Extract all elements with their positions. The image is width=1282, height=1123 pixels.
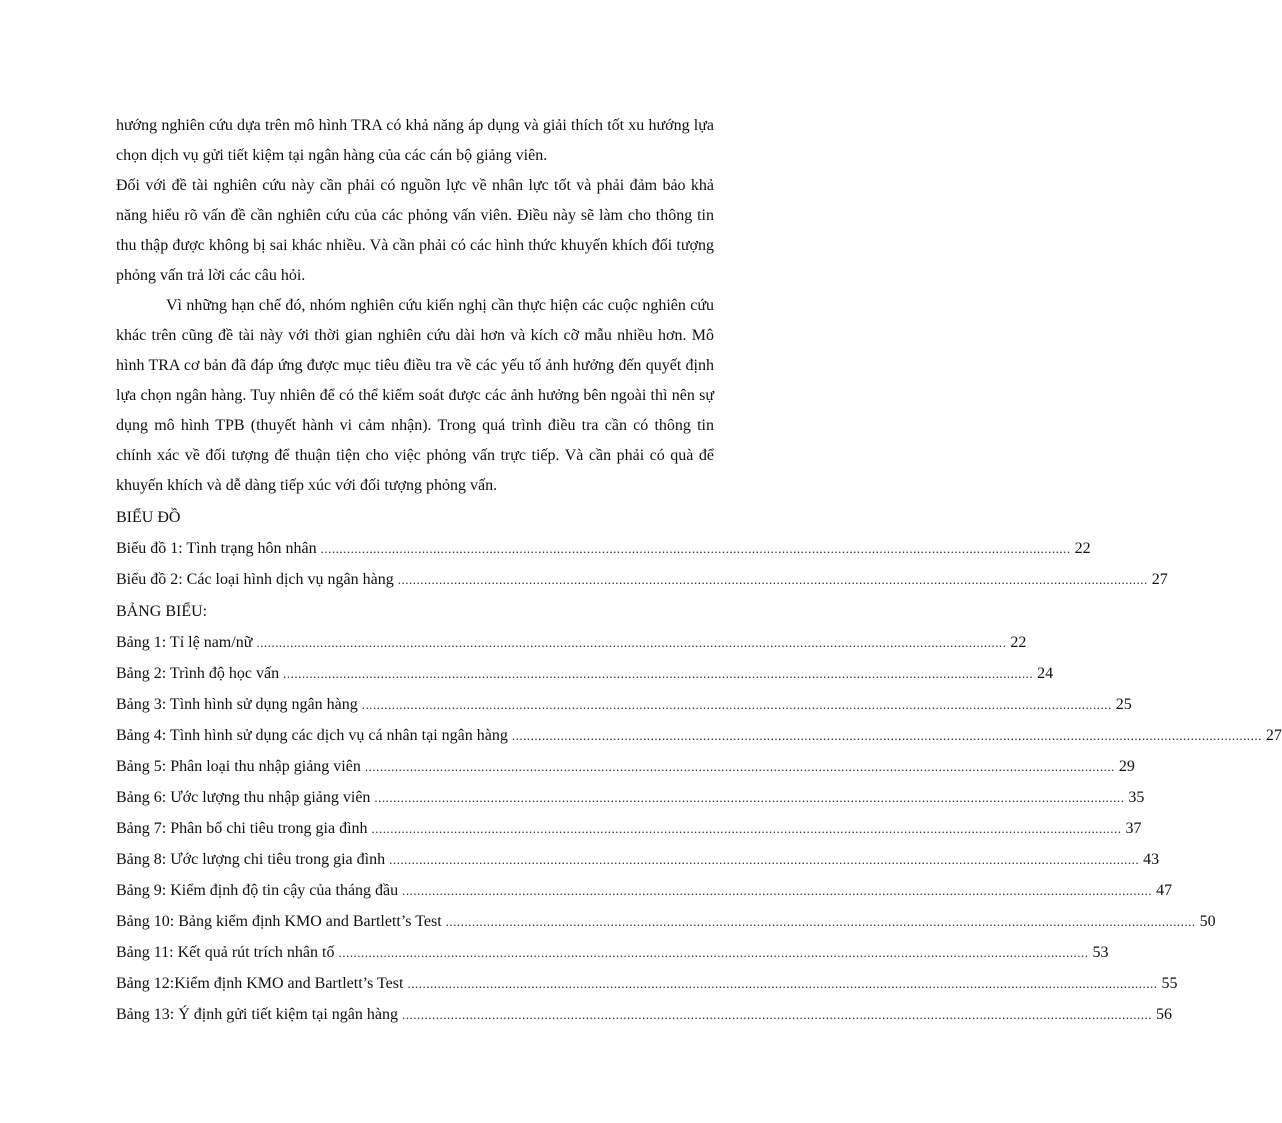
toc-entry-page: 37 bbox=[1125, 820, 1142, 837]
toc-entry-label: Biểu đồ 2: Các loại hình dịch vụ ngân hàng bbox=[116, 571, 394, 588]
toc-entry-page: 24 bbox=[1037, 665, 1054, 682]
toc-entry-label: Bảng 5: Phân loại thu nhập giảng viên bbox=[116, 758, 361, 775]
leader-dots: ........................................................................................................................................................................................................ bbox=[407, 976, 1158, 991]
leader-dots: ........................................................................................................................................................................................................ bbox=[445, 914, 1196, 929]
toc-entry-page: 29 bbox=[1118, 758, 1135, 775]
toc-entry-label: Bảng 2: Trình độ học vấn bbox=[116, 665, 280, 682]
toc-entry[interactable] bbox=[116, 720, 1282, 751]
leader-dots: ........................................................................................................................................................................................................ bbox=[338, 945, 1089, 960]
leader-dots: ........................................................................................................................................................................................................ bbox=[361, 697, 1112, 712]
toc-entry-label: Bảng 9: Kiểm định độ tin cậy của tháng đầu bbox=[116, 882, 399, 899]
leader-dots: ........................................................................................................................................................................................................ bbox=[402, 883, 1153, 898]
toc-entry-page: 53 bbox=[1092, 944, 1109, 961]
toc-entry[interactable] bbox=[116, 875, 1173, 906]
toc-entry-page: 35 bbox=[1128, 789, 1145, 806]
toc-entry[interactable] bbox=[116, 627, 1027, 658]
toc-entry[interactable] bbox=[116, 564, 1168, 595]
toc-entry-page: 27 bbox=[1151, 571, 1168, 588]
toc-entry[interactable] bbox=[116, 999, 1172, 1030]
leader-dots: ........................................................................................................................................................................................................ bbox=[256, 635, 1007, 650]
toc-entry-page: 22 bbox=[1074, 540, 1091, 557]
toc-entry-page: 47 bbox=[1156, 882, 1173, 899]
leader-dots: ........................................................................................................................................................................................................ bbox=[389, 852, 1140, 867]
toc-entry[interactable] bbox=[116, 751, 1135, 782]
toc-entry-label: Biểu đồ 1: Tình trạng hôn nhân bbox=[116, 540, 317, 557]
leader-dots: ........................................................................................................................................................................................................ bbox=[364, 759, 1115, 774]
toc-entry-label: Bảng 7: Phân bổ chi tiêu trong gia đình bbox=[116, 820, 368, 837]
toc-entry-label: Bảng 4: Tình hình sử dụng các dịch vụ cá nhân tại ngân hàng bbox=[116, 727, 508, 744]
toc-entry[interactable] bbox=[116, 658, 1054, 689]
leader-dots: ........................................................................................................................................................................................................ bbox=[371, 821, 1122, 836]
toc-entry[interactable] bbox=[116, 782, 1145, 813]
leader-dots: ........................................................................................................................................................................................................ bbox=[320, 541, 1071, 556]
paragraph-resources: Đối với đề tài nghiên cứu này cần phải có nguồn lực về nhân lực tốt và phải đảm bảo khả năng hiểu rõ vấn đề cần nghiên cứu của các phỏng vấn viên. Điều này sẽ làm cho thông tin thu thập được không bị sai khác nhiều. Và cần phải có các hình thức khuyến khích đối tượng phỏng vấn trả lời các câu hỏi. bbox=[116, 177, 714, 284]
toc-entry-label: Bảng 11: Kết quả rút trích nhân tố bbox=[116, 944, 335, 961]
leader-dots: ........................................................................................................................................................................................................ bbox=[511, 728, 1262, 743]
leader-dots: ........................................................................................................................................................................................................ bbox=[374, 790, 1125, 805]
toc-entry[interactable] bbox=[116, 844, 1160, 875]
toc-entry[interactable] bbox=[116, 813, 1142, 844]
toc-entry[interactable] bbox=[116, 906, 1216, 937]
charts-heading: BIỂU ĐỒ bbox=[116, 509, 181, 526]
paragraph-limitations: Vì những hạn chế đó, nhóm nghiên cứu kiến nghị cần thực hiện các cuộc nghiên cứu khác trên cũng đề tài này với thời gian nghiên cứu dài hơn và kích cỡ mẫu nhiều hơn. Mô hình TRA cơ bản đã đáp ứng được mục tiêu điều tra về các yếu tố ảnh hưởng đến quyết định lựa chọn ngân hàng. Tuy nhiên để có thể kiểm soát được các ảnh hưởng bên ngoài thì nên sự dụng mô hình TPB (thuyết hành vi cảm nhận). Trong quá trình điều tra cần có thông tin chính xác về đối tượng để thuận tiện cho việc phỏng vấn trực tiếp. Và cần phải có quà để khuyến khích và dễ dàng tiếp xúc với đối tượng phỏng vấn. bbox=[116, 297, 714, 494]
document-page bbox=[116, 111, 1282, 1030]
toc-entry[interactable] bbox=[116, 533, 1091, 564]
toc-entry-label: Bảng 12:Kiểm định KMO and Bartlett’s Test bbox=[116, 975, 404, 992]
toc-entry-page: 43 bbox=[1143, 851, 1160, 868]
paragraph-conclusion: hướng nghiên cứu dựa trên mô hình TRA có khả năng áp dụng và giải thích tốt xu hướng lựa chọn dịch vụ gửi tiết kiệm tại ngân hàng của các cán bộ giảng viên. bbox=[116, 117, 714, 164]
toc-entry-label: Bảng 3: Tình hình sử dụng ngân hàng bbox=[116, 696, 358, 713]
toc-entry-label: Bảng 6: Ước lượng thu nhập giảng viên bbox=[116, 789, 371, 806]
toc-entry-page: 50 bbox=[1199, 913, 1216, 930]
leader-dots: ........................................................................................................................................................................................................ bbox=[401, 1007, 1152, 1022]
toc-entry-page: 25 bbox=[1115, 696, 1132, 713]
toc-entry-page: 27 bbox=[1265, 727, 1282, 744]
toc-entry-page: 22 bbox=[1010, 634, 1027, 651]
toc-entry[interactable] bbox=[116, 968, 1178, 999]
toc-entry-label: Bảng 10: Bảng kiểm định KMO and Bartlett’s Test bbox=[116, 913, 442, 930]
tables-heading: BẢNG BIỂU: bbox=[116, 603, 208, 620]
toc-entry-label: Bảng 13: Ý định gửi tiết kiệm tại ngân hàng bbox=[116, 1006, 398, 1023]
tables-list bbox=[116, 627, 1282, 1030]
charts-list bbox=[116, 533, 1168, 595]
toc-entry-label: Bảng 1: Tỉ lệ nam/nữ bbox=[116, 634, 253, 651]
toc-entry-page: 55 bbox=[1161, 975, 1178, 992]
leader-dots: ........................................................................................................................................................................................................ bbox=[397, 572, 1148, 587]
toc-entry[interactable] bbox=[116, 937, 1109, 968]
leader-dots: ........................................................................................................................................................................................................ bbox=[283, 666, 1034, 681]
toc-entry-label: Bảng 8: Ước lượng chi tiêu trong gia đình bbox=[116, 851, 386, 868]
toc-entry[interactable] bbox=[116, 689, 1132, 720]
toc-entry-page: 56 bbox=[1155, 1006, 1172, 1023]
